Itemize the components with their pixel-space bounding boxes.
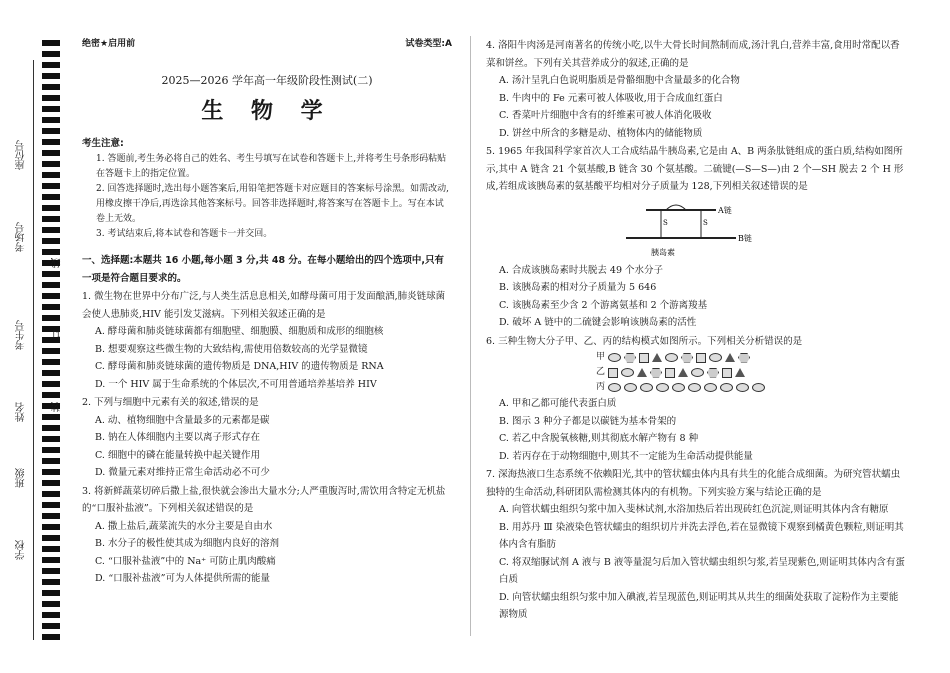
option: B. 想要观察这些微生物的大致结构,需使用倍数较高的光学显微镜 [95,343,368,355]
option: D. 若丙存在于动物细胞中,则其不一定能为生命活动提供能量 [499,450,753,462]
subject-title: 生 物 学 [201,98,333,124]
note-item: 2. 回答选择题时,选出每小题答案后,用铅笔把答题卡对应题目的答案标号涂黑。如需改动,用橡皮擦干净后,再选涂其他答案标号。回答非选择题时,将答案写在答题卡上。写在本试卷上无效。 [96,184,450,224]
column-divider [470,36,471,636]
option: C. 将双缩脲试剂 A 液与 B 液等量混匀后加入管状蠕虫组织匀浆,若呈现紫色,则证明其体内含有蛋白质 [499,556,905,585]
option: C. “口服补盐液”中的 Na⁺ 可防止肌肉酸痛 [95,555,276,567]
monomer-shape [624,383,637,392]
monomer-shape [639,353,649,363]
label-student-number: 考生号 [16,320,27,350]
option: C. 若乙中含脱氧核糖,则其彻底水解产物有 8 种 [499,433,699,444]
question-6 [486,333,906,466]
insulin-caption: 胰岛素 [651,247,675,257]
option: A. 动、植物细胞中含量最多的元素都是碳 [95,414,270,426]
monomer-shape [722,368,732,378]
question-stem: 4. 洛阳牛肉汤是河南著名的传统小吃,以牛大骨长时间熬制而成,汤汁乳白,营养丰富,食用时常配以香菜和饼丝。下列有关其营养成分的叙述,正确的是 [486,40,900,69]
molecule-bing [486,380,906,395]
confidential-label: 绝密★启用前 [82,39,136,49]
option: B. 水分子的极性使其成为细胞内良好的溶剂 [95,538,280,549]
monomer-shape [621,368,634,377]
row-label: 乙 [596,366,606,377]
binding-strip [42,40,60,640]
monomer-shape [672,383,685,392]
monomer-shape [665,368,675,378]
monomer-shape [735,368,745,377]
monomer-shape [752,383,765,392]
question-stem: 1. 微生物在世界中分布广泛,与人类生活息息相关,如酵母菌可用于发面酿酒,肺炎链球菌会使人患肺炎,HIV 能引发艾滋病。下列相关叙述正确的是 [82,291,446,320]
option: B. 牛肉中的 Fe 元素可被人体吸收,用于合成血红蛋白 [499,92,723,104]
monomer-shape [720,383,733,392]
monomer-shape [681,353,693,363]
question-3 [82,483,452,588]
monomer-shape [688,383,701,392]
option: A. 甲和乙都可能代表蛋白质 [499,398,617,409]
option: A. 撒上盐后,蔬菜流失的水分主要是自由水 [95,520,273,532]
sulfur-label: S [663,218,668,227]
left-column [82,36,452,588]
paper-type-label: 试卷类型:A [405,39,452,49]
question-stem: 7. 深海热液口生态系统不依赖阳光,其中的管状蠕虫体内具有共生的化能合成细菌。为研究管状蠕虫独特的生命活动,科研团队需检测其体内的有机物。下列实验方案与结论正确的是 [486,469,901,498]
monomer-shape [640,383,653,392]
monomer-shape [678,368,688,377]
monomer-shape [624,353,636,363]
monomer-shape [665,353,678,362]
question-1 [82,288,452,393]
option: B. 用苏丹 Ⅲ 染液染色管状蠕虫的组织切片并洗去浮色,若在显微镜下观察到橘黄色颗粒,则证明其体内含有脂肪 [499,521,904,550]
monomer-shape [652,353,662,362]
monomer-shape [709,353,722,362]
label-seat-number: 座位号 [16,140,27,170]
option: C. 该胰岛素至少含 2 个游离氨基和 2 个游离羧基 [499,299,708,311]
monomer-shape [637,368,647,377]
option: B. 钠在人体细胞内主要以离子形式存在 [95,432,261,443]
question-4 [486,37,906,142]
sulfur-label: S [703,218,708,227]
insulin-figure [566,198,906,260]
option: C. 酵母菌和肺炎链球菌的遗传物质是 DNA,HIV 的遗传物质是 RNA [95,361,384,372]
option: A. 酵母菌和肺炎链球菌都有细胞壁、细胞膜、细胞质和成形的细胞核 [95,326,384,337]
molecule-jia [486,350,906,365]
question-7 [486,466,906,624]
monomer-shape [691,368,704,377]
option: D. 破坏 A 链中的二硫键会影响该胰岛素的活性 [499,317,697,328]
exam-title: 2025—2026 学年高一年级阶段性测试(二) [161,73,373,87]
insulin-diagram [566,198,766,260]
label-name: 姓名 [16,402,27,422]
monomer-shape [738,353,750,363]
question-5 [486,143,906,332]
question-2 [82,394,452,482]
cut-line-label: 线 [52,258,63,268]
monomer-shape [650,368,662,378]
header [82,36,452,54]
option: D. 向管状蠕虫组织匀浆中加入碘液,若呈现蓝色,则证明其从共生的细菌处获取了淀粉作为主要能源物质 [499,591,899,620]
label-class: 班级 [16,468,27,488]
row-label: 甲 [596,351,606,362]
option: C. 细胞中的磷在能量转换中起关键作用 [95,449,260,461]
option: A. 汤汁呈乳白色说明脂质是骨骼细胞中含量最多的化合物 [499,75,740,86]
monomer-shape [704,383,717,392]
section-heading: 一、选择题:本题共 16 小题,每小题 3 分,共 48 分。在每小题给出的四个选项中,只有一项是符合题目要求的。 [82,255,445,284]
label-room-number: 考场号 [16,222,27,252]
row-label: 丙 [596,381,606,392]
option: B. 该胰岛素的相对分子质量为 5 646 [499,282,657,293]
option: D. 一个 HIV 属于生命系统的个体层次,不可用普通培养基培养 HIV [95,378,377,390]
option: A. 向管状蠕虫组织匀浆中加入斐林试剂,水浴加热后若出现砖红色沉淀,则证明其体内含有糖原 [499,504,889,515]
option: D. 饼丝中所含的多糖是动、植物体内的储能物质 [499,127,703,139]
note-item: 1. 答题前,考生务必将自己的姓名、考生号填写在试卷和答题卡上,并将考生号条形码粘贴在答题卡上的指定位置。 [96,154,447,179]
molecule-yi [486,365,906,380]
monomer-shape [725,353,735,362]
binding-sidebar [0,0,70,673]
monomer-shape [608,368,618,378]
option: D. 微量元素对维持正常生命活动必不可少 [95,467,270,478]
question-stem: 6. 三种生物大分子甲、乙、丙的结构模式如图所示。下列相关分析错误的是 [486,335,803,347]
question-stem: 2. 下列与细胞中元素有关的叙述,错误的是 [82,397,259,408]
cut-ding-label: 订 [52,330,63,340]
monomer-shape [736,383,749,392]
right-column [486,36,906,624]
question-stem: 3. 将新鲜蔬菜切碎后撒上盐,很快就会渗出大量水分;人严重腹泻时,需饮用含特定无机盐的“口服补盐液”。下列相关叙述错误的是 [82,485,446,514]
question-stem: 5. 1965 年我国科学家首次人工合成结晶牛胰岛素,它是由 A、B 两条肽链组成的蛋白质,结构如图所示,其中 A 链含 21 个氨基酸,B 链含 30 个氨基酸。二硫键(—S—S—)由 2 个—SH 脱去 2 个 H 形成,若组成该胰岛素的氨基酸平均相对分子质量为 128,下列相关叙述错误的是 [486,146,904,192]
option: D. “口服补盐液”可为人体提供所需的能量 [95,573,271,584]
label-school: 学校 [16,540,27,560]
option: C. 香菜叶片细胞中含有的纤维素可被人体消化吸收 [499,110,712,121]
b-chain-label: B链 [738,233,752,243]
seal-line [33,60,34,640]
note-item: 3. 考试结束后,将本试卷和答题卡一并交回。 [96,229,273,239]
monomer-shape [608,353,621,362]
option: A. 合成该胰岛素时共脱去 49 个水分子 [499,264,664,276]
monomer-shape [696,353,706,363]
a-chain-label: A链 [718,205,732,215]
cut-zhuang-label: 装 [52,402,63,412]
monomer-shape [608,383,621,392]
monomer-shape [656,383,669,392]
notes-heading: 考生注意: [82,137,124,149]
option: B. 图示 3 种分子都是以碳链为基本骨架的 [499,415,677,427]
monomer-shape [707,368,719,378]
